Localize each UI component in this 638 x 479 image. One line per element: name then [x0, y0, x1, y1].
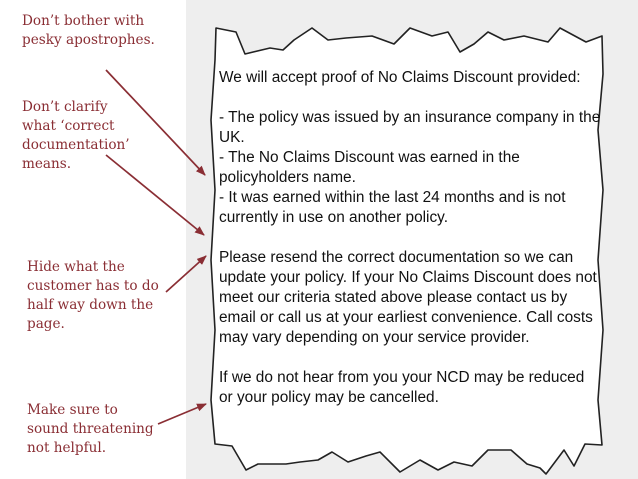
- condition-earned-in-name: - The No Claims Discount was earned in the policyholders name.: [219, 149, 520, 186]
- condition-issued-in-uk: - The policy was issued by an insurance company in the UK.: [219, 109, 601, 146]
- annotation-clarify: Don’t clarify what ‘correct documentation’ means.: [22, 99, 130, 172]
- condition-last-24-months: - It was earned within the last 24 months and is not currently in use on another policy.: [219, 189, 566, 226]
- letter-warning: If we do not hear from you your NCD may be reduced or your policy may be cancelled.: [219, 369, 585, 406]
- letter-conditions: [219, 108, 601, 228]
- annotation-hide: Hide what the customer has to do half way down the page.: [27, 259, 159, 332]
- annotation-apostrophes: Don’t bother with pesky apostrophes.: [22, 13, 155, 48]
- letter-text: [219, 68, 601, 408]
- annotation-threatening: Make sure to sound threatening not helpful.: [27, 402, 154, 456]
- letter-resend: Please resend the correct documentation so we can update your policy. If your No Claims Discount does not meet our criteria stated above please contact us by email or call us at your earliest convenience. Call costs may vary depending on your service provider.: [219, 249, 597, 346]
- letter-resend-paragraph: [219, 248, 601, 348]
- letter-intro-paragraph: [219, 68, 601, 88]
- letter-intro: We will accept proof of No Claims Discount provided:: [219, 69, 581, 86]
- letter-warning-paragraph: [219, 368, 601, 408]
